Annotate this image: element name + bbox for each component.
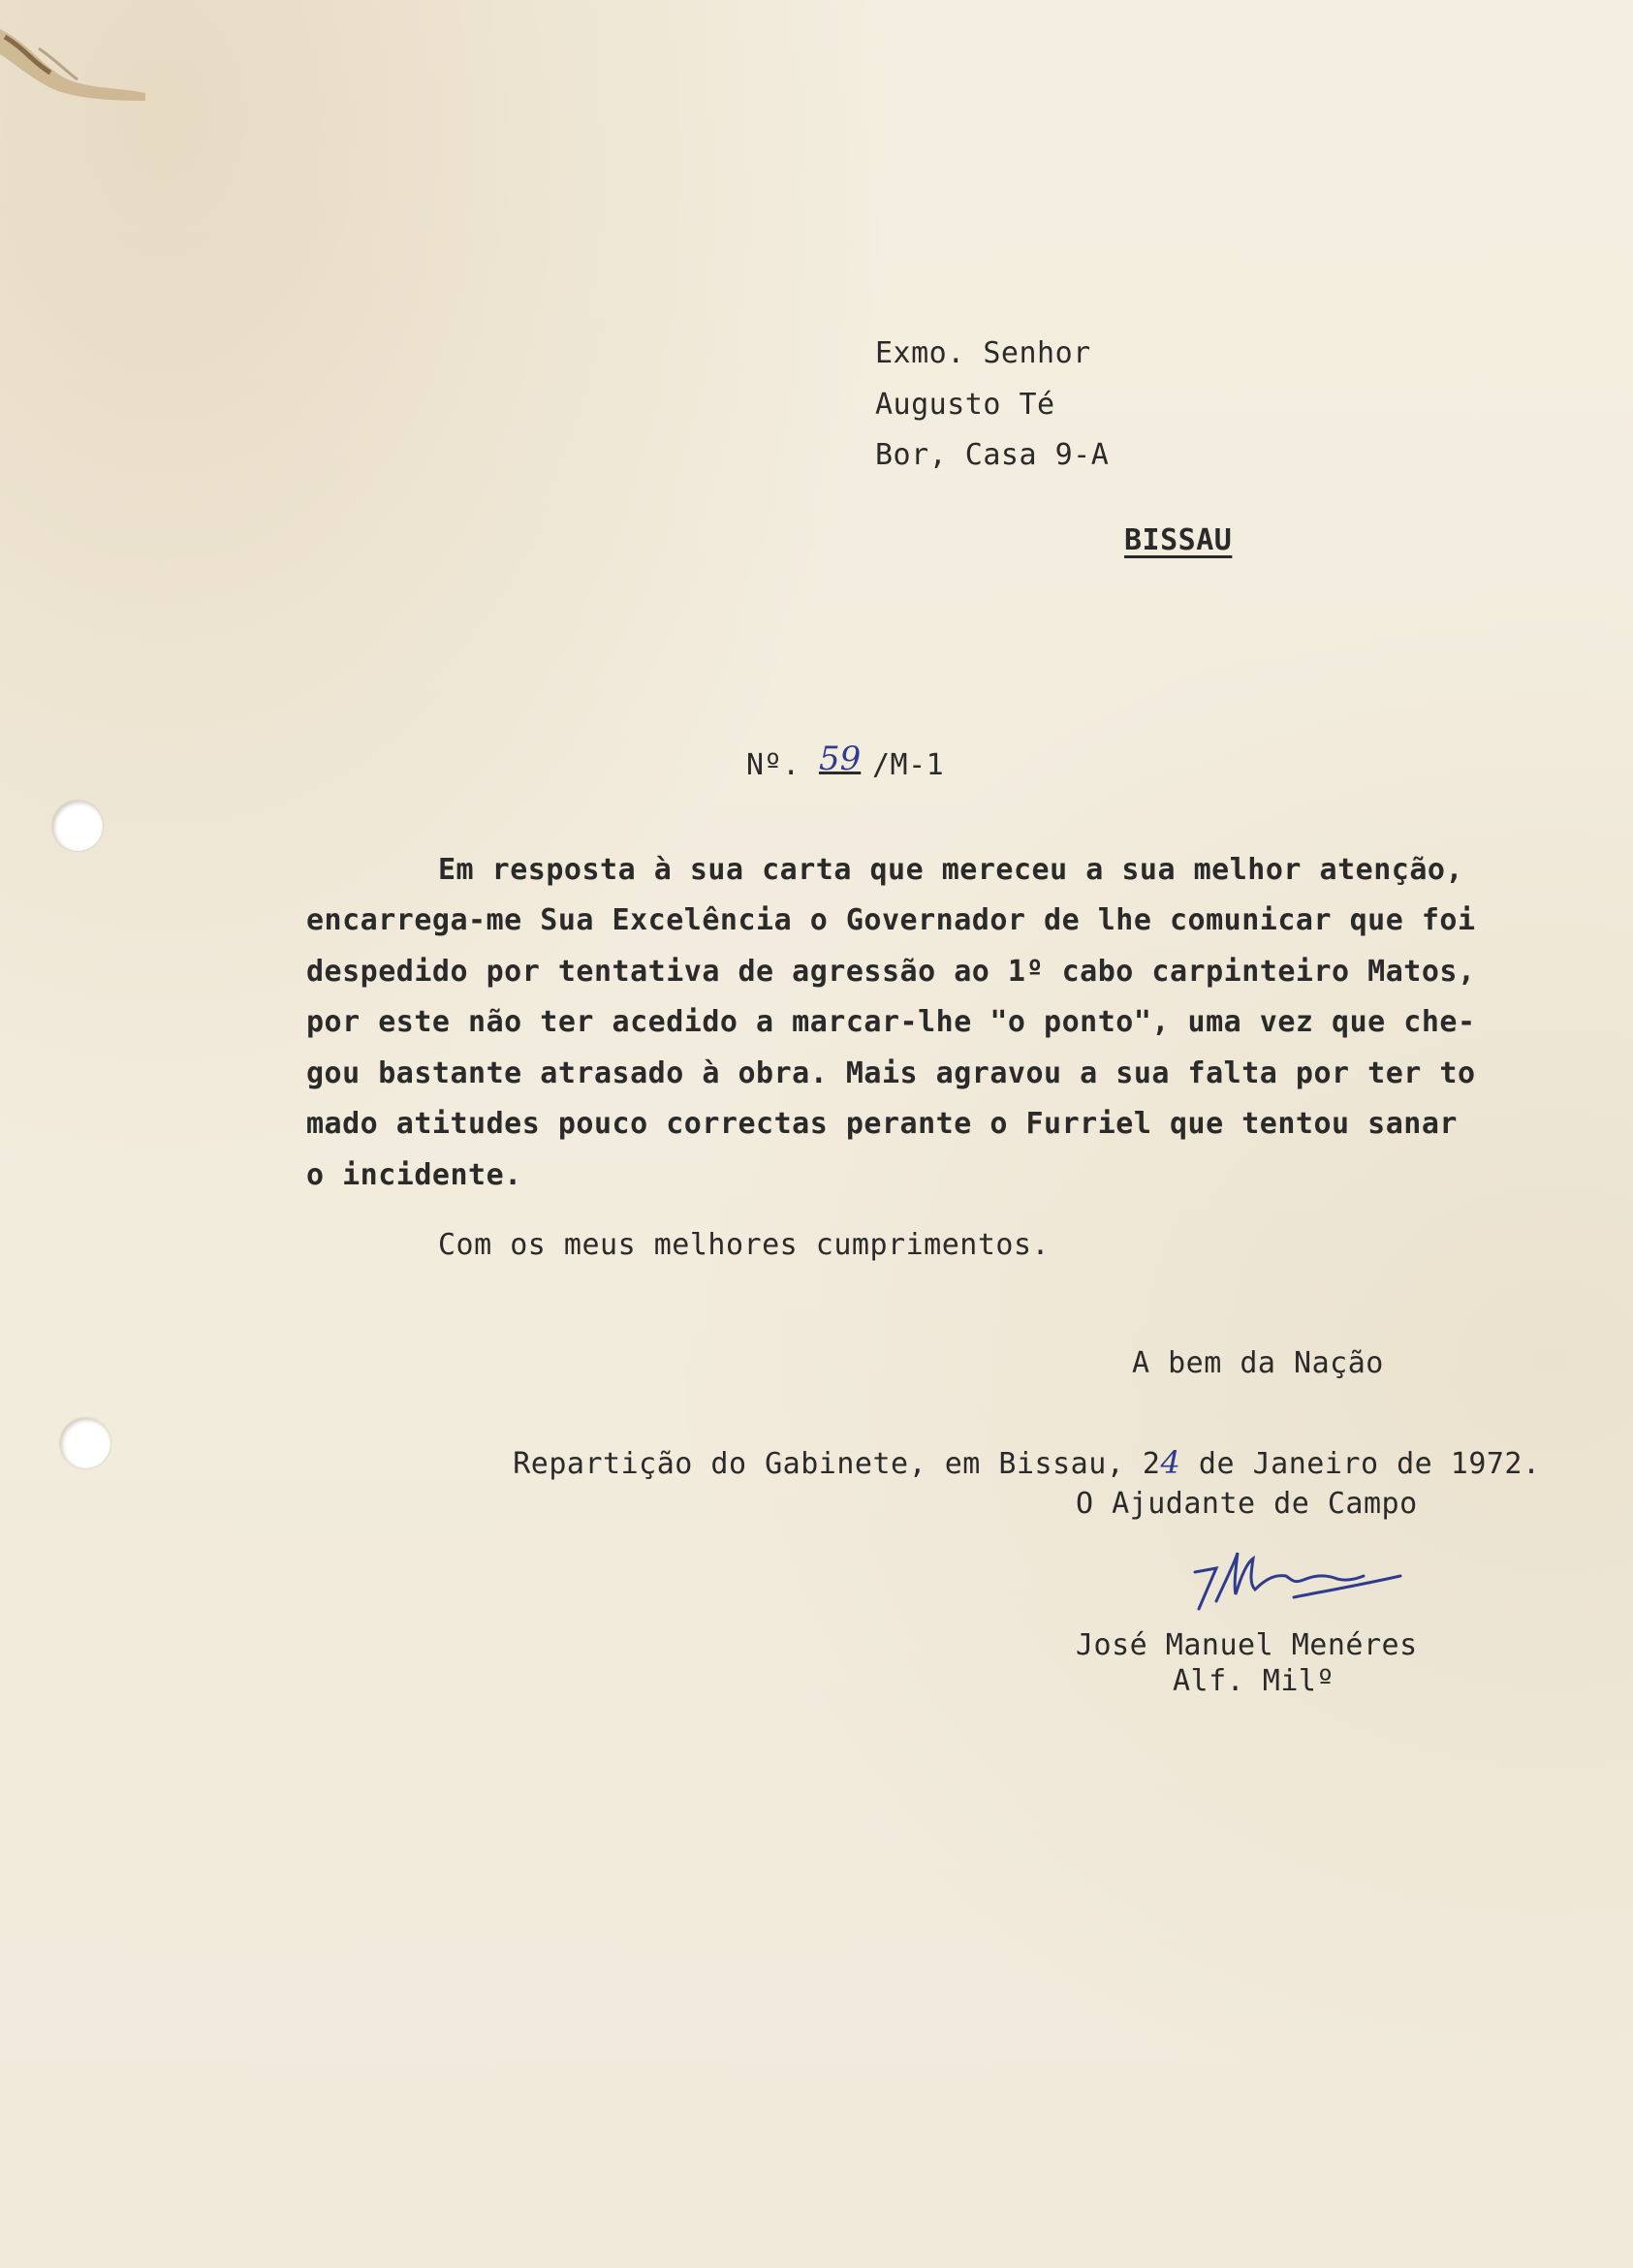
- footer-place-date-end: de Janeiro de 1972.: [1180, 1447, 1541, 1481]
- reference-number-handwritten: 59: [819, 740, 862, 778]
- recipient-name: Augusto Té: [875, 388, 1055, 422]
- body-line-1: Em resposta à sua carta que mereceu a sua melhor atenção,: [438, 853, 1464, 887]
- body-line-4: por este não ter acedido a marcar-lhe "o ponto", uma vez que che-: [306, 1005, 1476, 1039]
- signatory-name: José Manuel Menéres: [1076, 1628, 1418, 1662]
- body-line-7: o incidente.: [306, 1158, 522, 1192]
- body-line-5: gou bastante atrasado à obra. Mais agravou a sua falta por ter to: [306, 1056, 1476, 1090]
- footer-role: O Ajudante de Campo: [1076, 1487, 1418, 1521]
- reference-suffix: /M-1: [872, 748, 945, 782]
- signatory-rank: Alf. Milº: [1173, 1664, 1335, 1698]
- recipient-city: BISSAU: [1124, 523, 1233, 557]
- body-closing: Com os meus melhores cumprimentos.: [438, 1228, 1051, 1262]
- footer-motto: A bem da Nação: [1132, 1346, 1384, 1380]
- corner-stain-icon: [0, 19, 165, 107]
- footer-place-date-start: Repartição do Gabinete, em Bissau, 2: [513, 1447, 1161, 1481]
- body-line-6: mado atitudes pouco correctas perante o Furriel que tentou sanar: [306, 1107, 1458, 1141]
- body-line-3: despedido por tentativa de agressão ao 1º cabo carpinteiro Matos,: [306, 955, 1476, 989]
- footer-date-day-handwritten: 4: [1160, 1444, 1181, 1481]
- signature-icon: [1178, 1541, 1429, 1628]
- recipient-salutation: Exmo. Senhor: [875, 336, 1091, 370]
- reference-prefix: Nº.: [746, 748, 801, 782]
- punch-hole-top: [52, 801, 103, 851]
- body-line-2: encarrega-me Sua Excelência o Governador de lhe comunicar que foi: [306, 903, 1476, 937]
- recipient-address: Bor, Casa 9-A: [875, 438, 1110, 472]
- punch-hole-bottom: [60, 1418, 110, 1468]
